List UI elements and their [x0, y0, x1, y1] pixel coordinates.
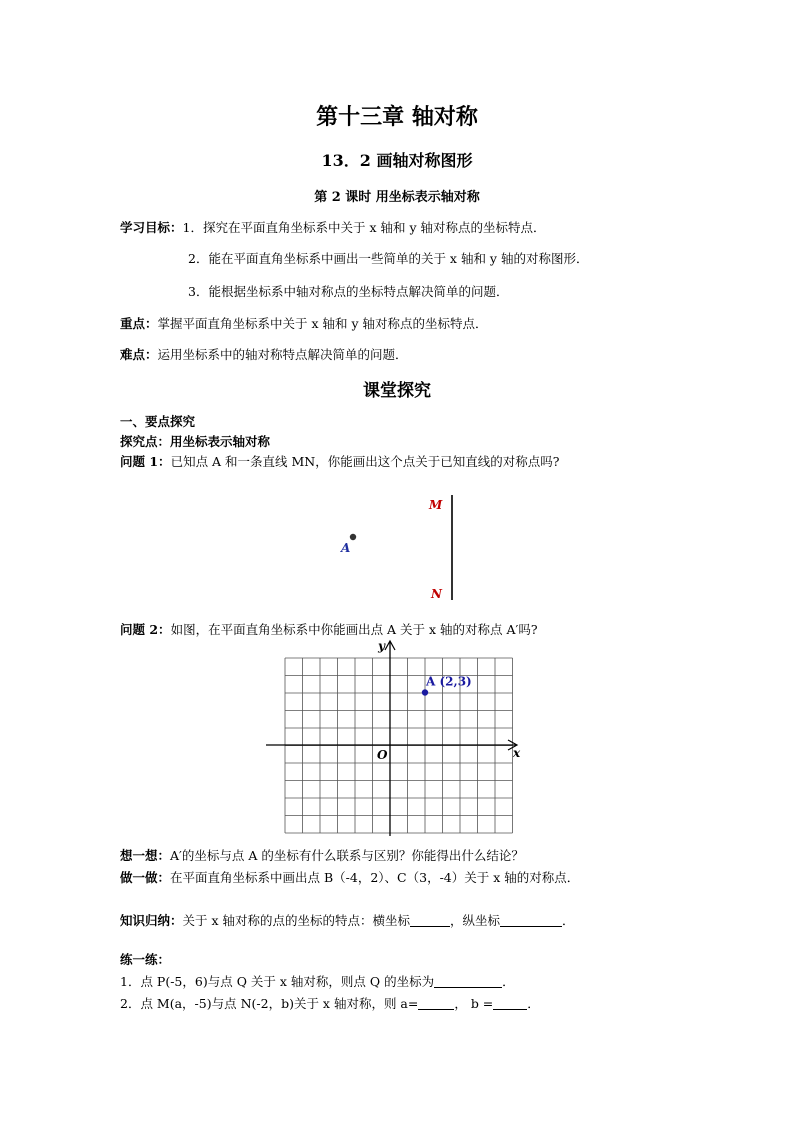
point-a-coordinate-label: A (2,3) — [426, 674, 472, 689]
summary-text-b: ，纵坐标 — [450, 913, 501, 928]
question-2-text: 如图，在平面直角坐标系中你能画出点 A 关于 x 轴的对称点 A′吗? — [170, 622, 538, 637]
objectives-label: 学习目标： — [120, 220, 183, 235]
summary-text-c: ． — [562, 913, 575, 928]
objective-1-text: 1．探究在平面直角坐标系中关于 x 轴和 y 轴对称点的坐标特点． — [182, 220, 546, 235]
point-a-marker — [422, 689, 428, 695]
classroom-heading: 课堂探究 — [363, 381, 431, 401]
point-a — [350, 534, 356, 540]
objective-1 — [120, 218, 545, 236]
practice-1-end: ． — [502, 974, 515, 989]
think-label: 想一想： — [120, 848, 171, 863]
point-a-label: A — [341, 541, 351, 555]
chapter-title: 第十三章 轴对称 — [316, 104, 478, 130]
practice-2 — [120, 994, 540, 1012]
question-1-text: 已知点 A 和一条直线 MN，你能画出这个点关于已知直线的对称点吗? — [170, 454, 560, 469]
lesson-title: 第 2 课时 用坐标表示轴对称 — [314, 190, 480, 205]
objective-2: 2．能在平面直角坐标系中画出一些简单的关于 x 轴和 y 轴的对称图形． — [188, 251, 589, 266]
practice-1-text: 1．点 P(-5，6)与点 Q 关于 x 轴对称，则点 Q 的坐标为 — [120, 974, 435, 989]
difficulty-label: 难点： — [120, 347, 158, 362]
point-n-label: N — [431, 587, 442, 601]
point-m-label: M — [429, 498, 443, 512]
practice-1 — [120, 972, 515, 990]
summary-section — [120, 911, 575, 929]
do-text: 在平面直角坐标系中画出点 B（-4，2）、C（3，-4）关于 x 轴的对称点． — [170, 870, 580, 885]
part-heading: 一、要点探究 — [120, 414, 196, 429]
figure-point-line — [330, 490, 470, 605]
y-axis-label: y — [378, 639, 385, 653]
think-section — [120, 846, 524, 864]
practice-label: 练一练： — [120, 952, 171, 967]
practice-2-mid: ， b = — [454, 996, 494, 1011]
blank-ordinate[interactable] — [500, 914, 562, 927]
question-2-label: 问题 2： — [120, 622, 171, 637]
origin-label: O — [377, 748, 388, 762]
explore-point: 探究点：用坐标表示轴对称 — [120, 434, 271, 449]
question-1 — [120, 452, 559, 470]
practice-2-end: ． — [527, 996, 540, 1011]
blank-b-value[interactable] — [493, 997, 527, 1010]
do-section — [120, 868, 579, 886]
blank-abscissa[interactable] — [410, 914, 450, 927]
key-point-label: 重点： — [120, 316, 158, 331]
practice-2-text: 2．点 M(a，-5)与点 N(-2，b)关于 x 轴对称，则 a= — [120, 996, 419, 1011]
key-point-text: 掌握平面直角坐标系中关于 x 轴和 y 轴对称点的坐标特点． — [157, 316, 488, 331]
difficulty-text: 运用坐标系中的轴对称特点解决简单的问题． — [157, 347, 408, 362]
question-1-label: 问题 1： — [120, 454, 171, 469]
summary-text-a: 关于 x 轴对称的点的坐标的特点：横坐标 — [182, 913, 411, 928]
difficulty — [120, 345, 408, 363]
think-text: A′的坐标与点 A 的坐标有什么联系与区别？你能得出什么结论？ — [170, 848, 524, 863]
key-point — [120, 314, 488, 332]
blank-q-coordinate[interactable] — [434, 975, 502, 988]
do-label: 做一做： — [120, 870, 171, 885]
section-title: 13．2 画轴对称图形 — [321, 151, 473, 170]
blank-a-value[interactable] — [418, 997, 454, 1010]
coordinate-grid-figure — [260, 636, 530, 841]
summary-label: 知识归纳： — [120, 913, 183, 928]
objective-3: 3．能根据坐标系中轴对称点的坐标特点解决简单的问题． — [188, 284, 509, 299]
x-axis-label: x — [513, 746, 521, 760]
